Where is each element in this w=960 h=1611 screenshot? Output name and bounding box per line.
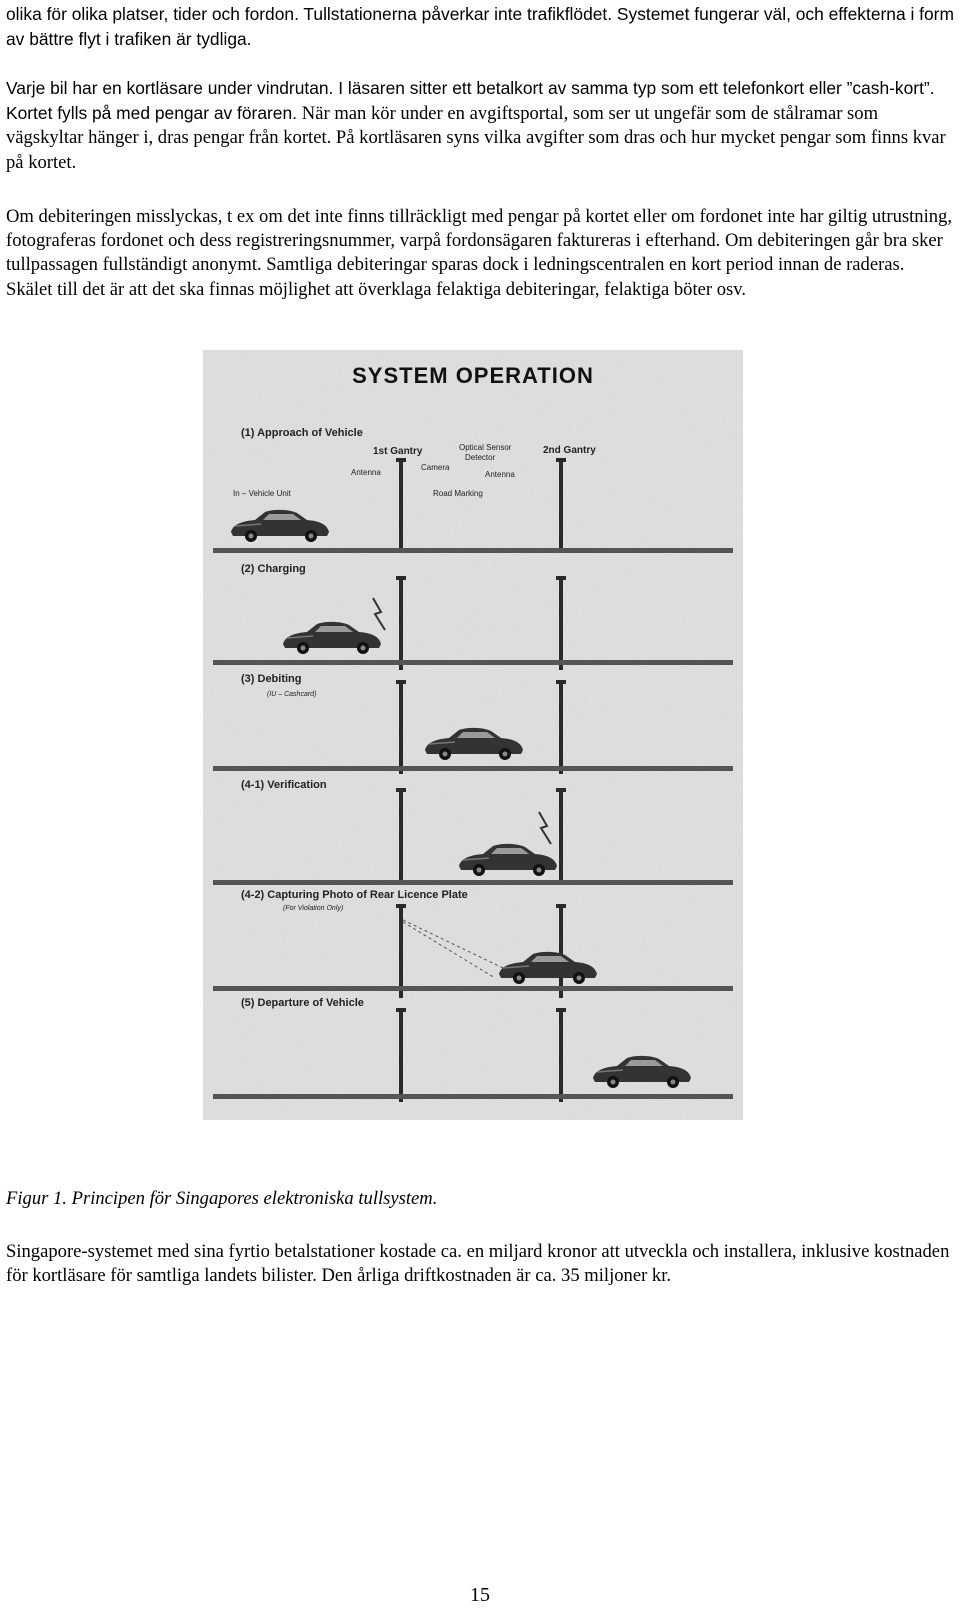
figure-title: SYSTEM OPERATION bbox=[352, 363, 594, 388]
paragraph-intro-text: olika för olika platser, tider och fordon. Tullstationerna påverkar inte trafikflödet. Systemet fungerar väl, och effekterna i form av bättre flyt i trafiken är tydliga. bbox=[6, 4, 954, 50]
sensor-label-line1: Optical Sensor bbox=[459, 443, 512, 452]
paragraph-card-reader bbox=[6, 76, 954, 175]
road-stage5 bbox=[213, 1094, 733, 1099]
antenna-right-label: Antenna bbox=[485, 470, 515, 479]
paragraph-intro bbox=[6, 2, 954, 52]
paragraph-card-reader-text-b: När man kör under en avgiftsportal, som ser ut ungefär som de stålramar som vägskyltar hänger i, dras pengar från kortet. På kortläsaren syns vilka avgifter som dras och hur mycket pengar som finns kvar på kortet. bbox=[6, 103, 946, 173]
stage3-sub-label: (IU – Cashcard) bbox=[267, 691, 317, 698]
paragraph-debiting: Om debiteringen misslyckas, t ex om det inte finns tillräckligt med pengar på kortet eller om fordonet inte har giltig utrustning, fotograferas fordonet och dess registreringsnummer, varpå fordonsägaren faktureras i efterhand. Om debiteringen går bra sker tullpassagen fullständigt anonymt. Samtliga debiteringar sparas dock i ledningscentralen en kort period innan de raderas. Skälet till det är att det ska finnas möjlighet att överklaga felaktiga debiteringar, felaktiga böter osv. bbox=[6, 206, 952, 300]
road-stage41 bbox=[213, 880, 733, 885]
road-marking-label: Road Marking bbox=[433, 489, 483, 498]
antenna-left-label: Antenna bbox=[351, 468, 381, 477]
gantry2-label: 2nd Gantry bbox=[543, 445, 596, 456]
page-number: 15 bbox=[470, 1584, 490, 1606]
system-operation-figure bbox=[203, 350, 743, 1120]
figure-caption: Figur 1. Principen för Singapores elektroniska tullsystem. bbox=[6, 1188, 438, 1209]
gantry1-label: 1st Gantry bbox=[373, 446, 423, 457]
road-stage3 bbox=[213, 766, 733, 771]
stage2-label: (2) Charging bbox=[241, 563, 306, 575]
stage1-label: (1) Approach of Vehicle bbox=[241, 427, 363, 439]
stage42-label: (4-2) Capturing Photo of Rear Licence Plate bbox=[241, 889, 468, 901]
stage3-label: (3) Debiting bbox=[241, 673, 302, 685]
stage41-label: (4-1) Verification bbox=[241, 779, 327, 791]
road-stage1 bbox=[213, 548, 733, 553]
road-stage2 bbox=[213, 660, 733, 665]
camera-label: Camera bbox=[421, 463, 450, 472]
sensor-label-line2: Detector bbox=[465, 453, 496, 462]
road-stage42 bbox=[213, 986, 733, 991]
paragraph-cost: Singapore-systemet med sina fyrtio betalstationer kostade ca. en miljard kronor att utveckla och installera, inklusive kostnaden för kortläsare för samtliga landets bilister. Den årliga driftkostnaden är ca. 35 miljoner kr. bbox=[6, 1241, 950, 1287]
stage5-label: (5) Departure of Vehicle bbox=[241, 997, 364, 1009]
paragraph-card-reader-text-a: Varje bil har en kortläsare under vindrutan. I läsaren sitter ett betalkort av samma typ som ett telefonkort eller ”cash-kort”. Kortet fylls på med pengar av föraren. bbox=[6, 78, 935, 124]
in-vehicle-unit-label: In – Vehicle Unit bbox=[233, 489, 291, 498]
stage42-sub-label: (For Violation Only) bbox=[283, 905, 344, 912]
